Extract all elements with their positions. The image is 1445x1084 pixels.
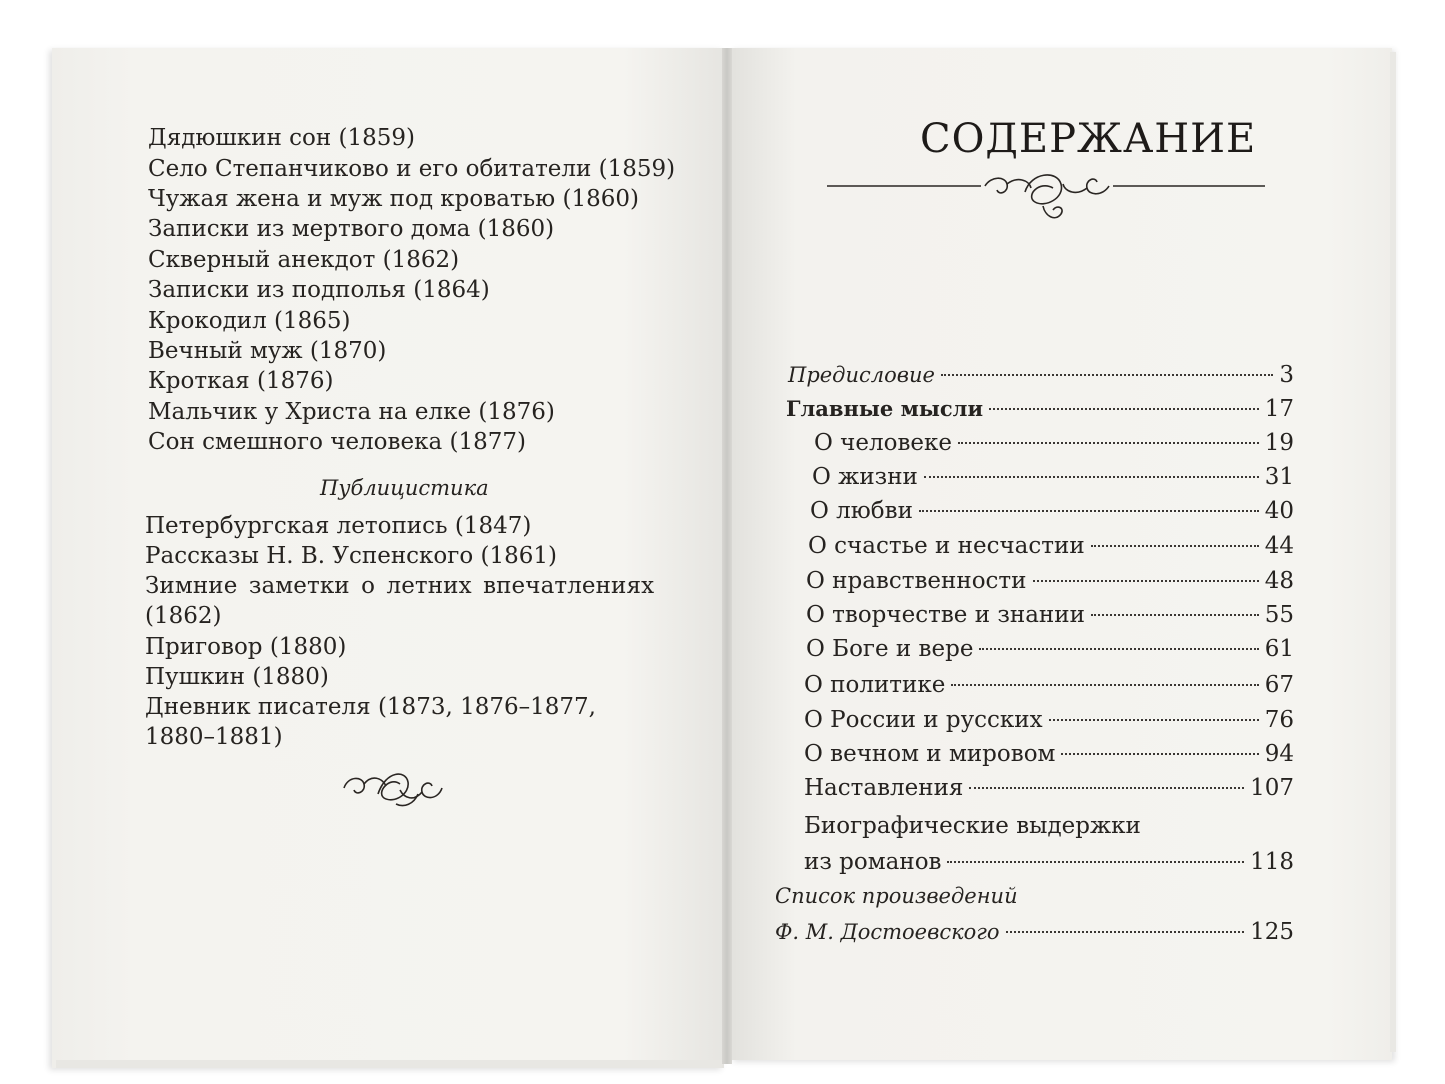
toc-page-number: 67 xyxy=(1264,672,1294,698)
toc-label: О любви xyxy=(810,498,913,524)
dot-leader xyxy=(951,684,1258,686)
toc-page-number: 118 xyxy=(1250,849,1294,875)
toc-page-number: 31 xyxy=(1264,464,1294,490)
toc-entry[interactable] xyxy=(808,533,1294,565)
toc-entry[interactable] xyxy=(806,602,1294,634)
toc-entry-works-list[interactable] xyxy=(775,919,1294,951)
toc-page-number: 107 xyxy=(1250,775,1294,801)
toc-label-line1: Список произведений xyxy=(775,884,1018,908)
work-entry: Записки из подполья (1864) xyxy=(148,277,490,303)
work-entry: Рассказы Н. В. Успенского (1861) xyxy=(145,543,557,569)
toc-label: О политике xyxy=(804,672,946,698)
toc-page-number: 17 xyxy=(1264,396,1294,422)
work-entry: Петербургская летопись (1847) xyxy=(145,513,532,539)
work-entry: Приговор (1880) xyxy=(145,634,347,660)
toc-page-number: 76 xyxy=(1264,707,1294,733)
toc-entry-preface[interactable] xyxy=(788,362,1294,394)
toc-entry-main-thoughts[interactable] xyxy=(786,396,1294,428)
toc-page-number: 125 xyxy=(1250,919,1294,945)
work-entry: Пушкин (1880) xyxy=(145,664,329,690)
work-entry: Скверный анекдот (1862) xyxy=(148,247,460,273)
book-gutter xyxy=(722,48,732,1064)
toc-entry[interactable] xyxy=(806,568,1294,600)
toc-label: О человеке xyxy=(814,430,952,456)
toc-label: О жизни xyxy=(812,464,918,490)
toc-entry-biographical[interactable] xyxy=(804,849,1294,881)
dot-leader xyxy=(919,510,1259,512)
toc-label-line1: Биографические выдержки xyxy=(804,813,1141,839)
work-entry: Мальчик у Христа на елке (1876) xyxy=(148,399,555,425)
dot-leader xyxy=(958,442,1259,444)
toc-page-number: 55 xyxy=(1264,602,1294,628)
dot-leader xyxy=(969,787,1244,789)
dot-leader xyxy=(924,476,1259,478)
toc-label: Наставления xyxy=(804,775,964,801)
toc-label: О Боге и вере xyxy=(806,636,974,662)
dot-leader xyxy=(979,648,1258,650)
toc-label: О нравственности xyxy=(806,568,1027,594)
toc-entry[interactable] xyxy=(814,430,1294,462)
toc-label: Предисловие xyxy=(788,363,935,387)
work-entry: Дневник писателя (1873, 1876–1877, xyxy=(145,694,596,720)
toc-entry[interactable] xyxy=(804,672,1294,704)
dot-leader xyxy=(1006,931,1245,933)
work-entry: Записки из мертвого дома (1860) xyxy=(148,216,555,242)
work-entry: Дядюшкин сон (1859) xyxy=(148,125,415,151)
toc-page-number: 94 xyxy=(1264,741,1294,767)
flourish-ornament-icon xyxy=(338,764,448,812)
toc-label: О творчестве и знании xyxy=(806,602,1085,628)
toc-page-number: 44 xyxy=(1264,533,1294,559)
toc-label: О вечном и мировом xyxy=(804,741,1056,767)
page-edge xyxy=(56,1060,722,1068)
work-entry-continuation: (1862) xyxy=(145,603,222,629)
dot-leader xyxy=(1049,719,1259,721)
toc-entry[interactable] xyxy=(804,707,1294,739)
toc-page-number: 3 xyxy=(1279,362,1294,388)
dot-leader xyxy=(947,861,1244,863)
work-entry: Село Степанчиково и его обитатели (1859) xyxy=(148,156,676,182)
toc-entry[interactable] xyxy=(804,741,1294,773)
dot-leader xyxy=(1091,614,1259,616)
page-edge xyxy=(1390,52,1396,1052)
toc-page-number: 40 xyxy=(1264,498,1294,524)
toc-page-number: 48 xyxy=(1264,568,1294,594)
toc-page-number: 61 xyxy=(1264,636,1294,662)
dot-leader xyxy=(989,408,1259,410)
work-entry: Чужая жена и муж под кроватью (1860) xyxy=(148,186,639,212)
toc-page-number: 19 xyxy=(1264,430,1294,456)
work-entry-continuation: 1880–1881) xyxy=(145,724,283,750)
title-flourish-icon xyxy=(825,172,1267,224)
toc-entry[interactable] xyxy=(806,636,1294,668)
work-entry: Вечный муж (1870) xyxy=(148,338,387,364)
dot-leader xyxy=(941,374,1273,376)
toc-label: из романов xyxy=(804,849,942,875)
work-entry: Сон смешного человека (1877) xyxy=(148,429,526,455)
work-entry: Кроткая (1876) xyxy=(148,368,334,394)
toc-label: О России и русских xyxy=(804,707,1043,733)
dot-leader xyxy=(1033,580,1259,582)
toc-label: Главные мысли xyxy=(786,396,984,421)
work-entry: Зимние заметки о летних впечатлениях xyxy=(145,573,655,599)
toc-entry[interactable] xyxy=(812,464,1294,496)
section-heading: Публицистика xyxy=(320,476,489,500)
dot-leader xyxy=(1061,753,1258,755)
toc-label: О счастье и несчастии xyxy=(808,533,1085,559)
page-title: СОДЕРЖАНИЕ xyxy=(920,116,1257,162)
dot-leader xyxy=(1091,545,1259,547)
toc-entry[interactable] xyxy=(810,498,1294,530)
work-entry: Крокодил (1865) xyxy=(148,308,351,334)
toc-entry[interactable] xyxy=(804,775,1294,807)
toc-label: Ф. М. Достоевского xyxy=(775,920,1000,944)
